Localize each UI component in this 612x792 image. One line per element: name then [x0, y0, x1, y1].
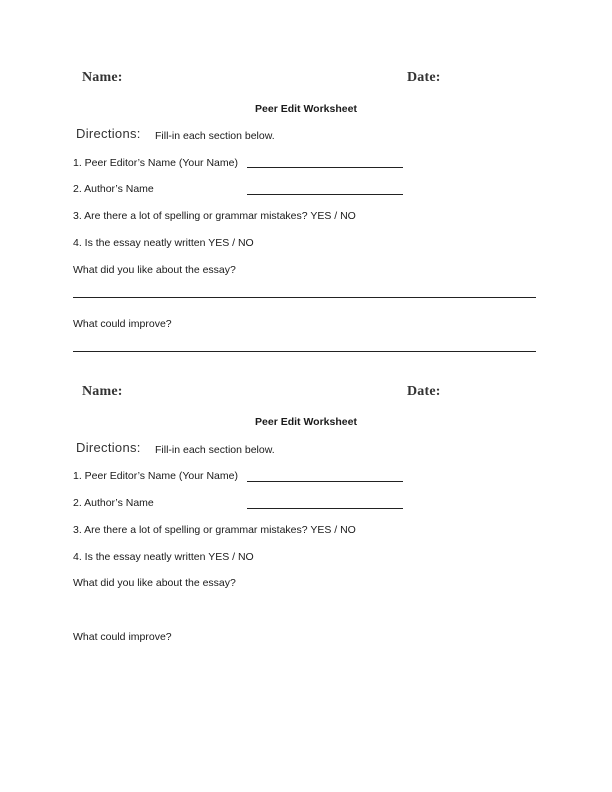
question-spelling-grammar: 3. Are there a lot of spelling or grammar mistakes? YES / NO: [73, 210, 356, 222]
author-name-blank[interactable]: [247, 194, 403, 195]
worksheet-title: Peer Edit Worksheet: [255, 103, 357, 115]
question-author-name: 2. Author’s Name: [73, 497, 154, 509]
author-name-blank[interactable]: [247, 508, 403, 509]
directions-label: Directions:: [76, 126, 141, 141]
directions-text: Fill-in each section below.: [155, 444, 275, 456]
directions-text: Fill-in each section below.: [155, 130, 275, 142]
question-peer-editor-name: 1. Peer Editor’s Name (Your Name): [73, 157, 238, 169]
question-liked-about-essay: What did you like about the essay?: [73, 577, 236, 589]
name-label: Name:: [82, 384, 123, 399]
question-neatly-written: 4. Is the essay neatly written YES / NO: [73, 237, 254, 249]
question-could-improve: What could improve?: [73, 631, 172, 643]
question-neatly-written: 4. Is the essay neatly written YES / NO: [73, 551, 254, 563]
improve-answer-line[interactable]: [73, 351, 536, 352]
date-label: Date:: [407, 384, 441, 399]
date-label: Date:: [407, 70, 441, 85]
directions-label: Directions:: [76, 440, 141, 455]
peer-editor-name-blank[interactable]: [247, 167, 403, 168]
name-label: Name:: [82, 70, 123, 85]
peer-editor-name-blank[interactable]: [247, 481, 403, 482]
question-peer-editor-name: 1. Peer Editor’s Name (Your Name): [73, 470, 238, 482]
question-liked-about-essay: What did you like about the essay?: [73, 264, 236, 276]
worksheet-title: Peer Edit Worksheet: [255, 416, 357, 428]
question-spelling-grammar: 3. Are there a lot of spelling or grammar mistakes? YES / NO: [73, 524, 356, 536]
question-author-name: 2. Author’s Name: [73, 183, 154, 195]
question-could-improve: What could improve?: [73, 318, 172, 330]
liked-answer-line[interactable]: [73, 297, 536, 298]
